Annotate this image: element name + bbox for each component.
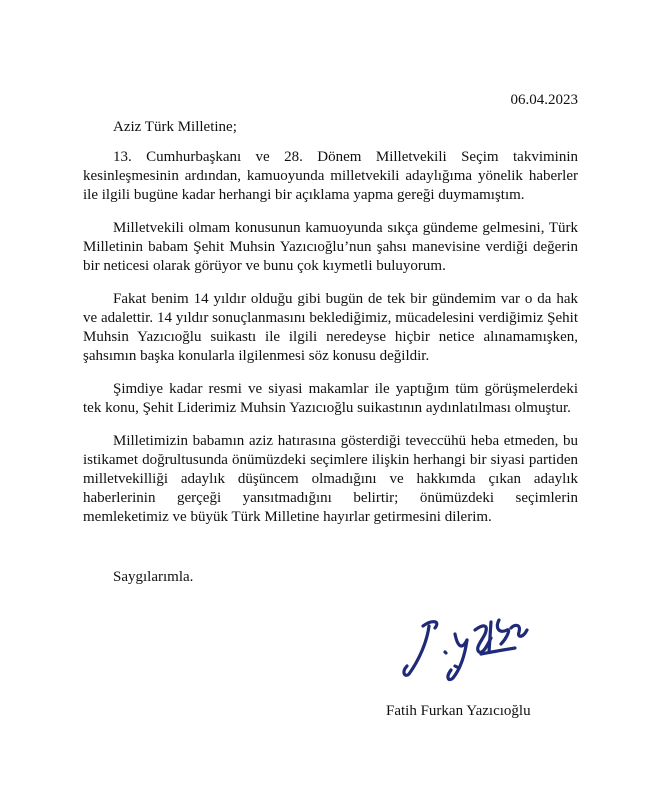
paragraph-4: Şimdiye kadar resmi ve siyasi makamlar ile yaptığım tüm görüşmelerdeki tek konu, Şehit Liderimiz Muhsin Yazıcıoğlu suikastının aydınlatılması olmuştur. — [83, 381, 578, 416]
closing: Saygılarımla. — [113, 569, 194, 585]
paragraph-3: Fakat benim 14 yıldır olduğu gibi bugün de tek bir gündemim var o da hak ve adalettir. 14 yıldır sonuçlanmasını beklediğimiz, mücadelesini verdiğimiz Şehit Muhsin Yazıcıoğlu suikastı ile ilgili neredeyse hiçbir netice alınamamışken, şahsımın başka konularla ilgilenmesi söz konusu değildir. — [83, 291, 578, 364]
paragraph-5: Milletimizin babamın aziz hatırasına gösterdiği teveccühü heba etmeden, bu istikamet doğrultusunda önümüzdeki seçimlere ilişkin herhangi bir siyasi partiden milletvekilliği adaylık düşüncem olmadığını ve hakkımda çıkan adaylık haberlerinin gerçeği yansıtmadığını belirtir; önümüzdeki seçimlerin memleketimiz ve büyük Türk Milletine hayırlar getirmesini dilerim. — [83, 433, 578, 525]
signature-icon — [395, 608, 545, 686]
letter-body — [83, 148, 578, 541]
signer-name: Fatih Furkan Yazıcıoğlu — [386, 703, 531, 719]
paragraph-2: Milletvekili olmam konusunun kamuoyunda sıkça gündeme gelmesini, Türk Milletinin babam Şehit Muhsin Yazıcıoğlu’nun şahsı manevisine verdiği değerin bir neticesi olarak görüyor ve bunu çok kıymetli buluyorum. — [83, 220, 578, 274]
salutation: Aziz Türk Milletine; — [113, 119, 237, 135]
paragraph-1: 13. Cumhurbaşkanı ve 28. Dönem Milletvekili Seçim takviminin kesinleşmesinin ardından, kamuoyunda milletvekili adaylığıma yönelik haberler ile ilgili bugüne kadar herhangi bir açıklama yapma gereği duymamıştım. — [83, 149, 578, 203]
letter-date: 06.04.2023 — [510, 92, 578, 108]
